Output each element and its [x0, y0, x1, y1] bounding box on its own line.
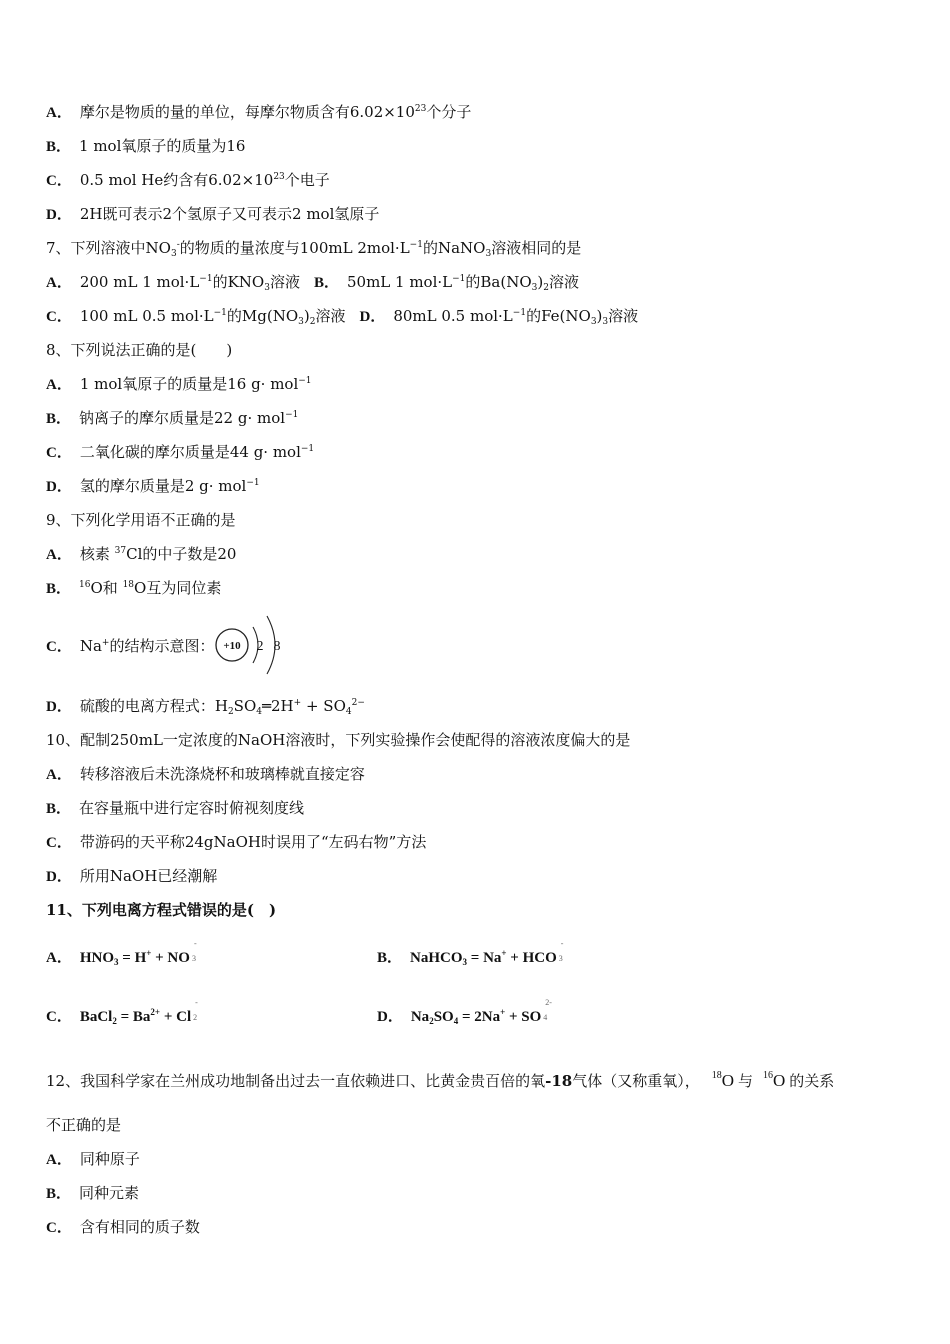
- q9-stem: 9、下列化学用语不正确的是: [46, 511, 236, 529]
- na-ion-structure-diagram: [213, 610, 293, 678]
- nitrate-ion-charge: - 3: [191, 939, 197, 963]
- q10-option-c: C． 带游码的天平称24gNaOH时误用了“左码右物”方法: [46, 833, 427, 851]
- q8-option-d: D． 氢的摩尔质量是2 g· mol$^{-1}$: [46, 477, 260, 495]
- q6-option-a: A． 摩尔是物质的量的单位，每摩尔物质含有$6.02\times 10^{23}$个分子: [46, 103, 472, 121]
- q9-option-c: C． Na+的结构示意图：: [46, 637, 215, 655]
- q6-option-b: B． 1 mol氧原子的质量为16: [46, 137, 246, 155]
- q7-options-ab: A． 200 mL 1 $mol\cdot L^{-1}$的$KNO_3$溶液 B． 50mL 1 $mol\cdot L^{-1}$的$Ba(NO_3)_2$溶液: [46, 273, 579, 293]
- shell-1-electrons: 2: [256, 639, 264, 654]
- q12-option-b: B． 同种元素: [46, 1184, 140, 1202]
- q6-option-c: C． 0.5 mol He约含有$6.02\times 10^{23}$个电子: [46, 171, 330, 189]
- q12-stem: 12、我国科学家在兰州成功地制备出过去一直依赖进口、比黄金贵百倍的氧-18气体（又称重氧）， $^{18}$O 与 $^{16}$O 的关系: [46, 1070, 835, 1090]
- q9-option-d: D． 硫酸的电离方程式：$H_2SO_4═2H^+ + SO_4^{2-}$: [46, 697, 365, 717]
- q8-option-c: C． 二氧化碳的摩尔质量是44 g· mol$^{-1}$: [46, 443, 315, 461]
- q10-option-a: A． 转移溶液后未洗涤烧杯和玻璃棒就直接定容: [46, 765, 365, 783]
- q11-option-b: B． NaHCO$_3$ = Na+ + HCO - 3: [377, 939, 564, 967]
- q12-option-c: C． 含有相同的质子数: [46, 1218, 200, 1236]
- q6-option-d: D． 2H既可表示2个氢原子又可表示2 mol氢原子: [46, 205, 380, 223]
- q10-option-d: D． 所用NaOH已经潮解: [46, 867, 218, 885]
- q8-stem: 8、下列说法正确的是( ): [46, 341, 233, 359]
- q9-option-b: B． $^{16}$O和 $^{18}$O互为同位素: [46, 579, 222, 597]
- q12-stem-line2: 不正确的是: [46, 1116, 122, 1134]
- q8-option-b: B． 钠离子的摩尔质量是22 g· mol$^{-1}$: [46, 409, 299, 427]
- q11-option-a: A． $HNO_3 = H^+$ + NO - 3: [46, 939, 197, 967]
- q10-option-b: B． 在容量瓶中进行定容时俯视刻度线: [46, 799, 305, 817]
- q11-option-c: C． BaCl$_2$ = $Ba^{2+} + Cl$ - 2: [46, 998, 198, 1026]
- q8-option-a: A． 1 mol氧原子的质量是16 g· mol$^{-1}$: [46, 375, 312, 393]
- q7-stem: 7、下列溶液中$NO_3^-$的物质的量浓度与100mL $2mol\cdot L^{-1}$的NaNO$_3$溶液相同的是: [46, 239, 582, 259]
- nucleus-charge: +10: [223, 640, 241, 652]
- chloride-ion-charge: - 2: [193, 998, 198, 1022]
- shell-2-electrons: 8: [273, 639, 281, 654]
- q11-stem: 11、下列电离方程式错误的是( ): [46, 901, 277, 919]
- q11-option-d: D． $Na_2SO_4 = 2Na^+$ + SO 2- 4: [377, 998, 552, 1026]
- oxygen-18-symbol: $^{18}$O: [711, 1070, 734, 1090]
- q12-option-a: A． 同种原子: [46, 1150, 140, 1168]
- q10-stem: 10、配制250mL一定浓度的NaOH溶液时，下列实验操作会使配得的溶液浓度偏大的是: [46, 731, 631, 749]
- q9-option-a: A． 核素 $^{37}$Cl的中子数是20: [46, 545, 237, 563]
- sulfate-ion-charge: 2- 4: [543, 998, 552, 1022]
- q7-options-cd: C． 100 mL 0.5 $mol\cdot L^{-1}$的$Mg(NO_3)_2$溶液 D． 80mL 0.5 $mol\cdot L^{-1}$的$Fe(NO_3)_3$溶液: [46, 307, 639, 327]
- bicarbonate-ion-charge: - 3: [558, 939, 564, 963]
- oxygen-16-symbol: $^{16}$O: [763, 1070, 786, 1090]
